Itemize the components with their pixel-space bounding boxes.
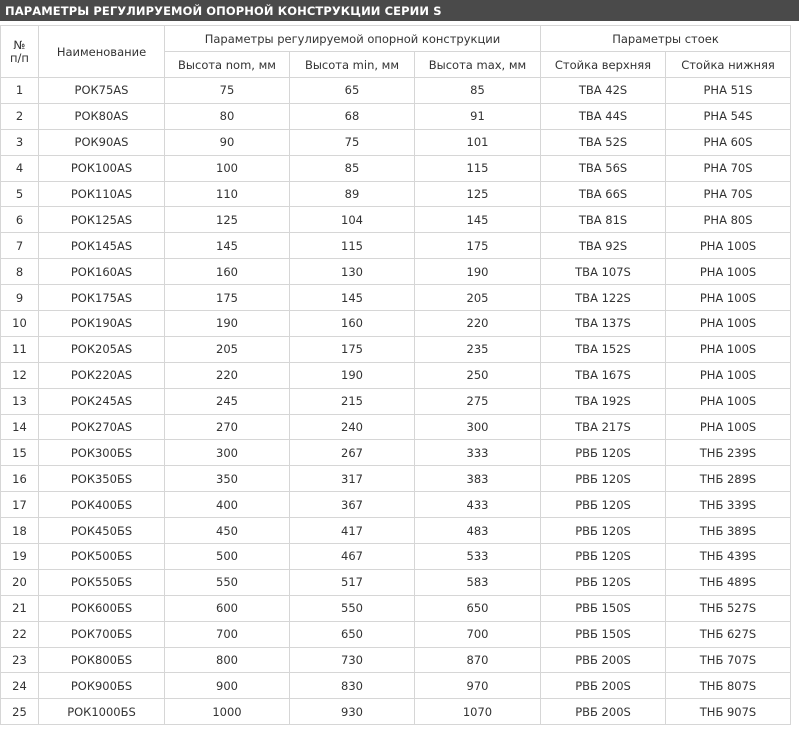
cell-post-bottom: ТНБ 627S — [666, 621, 791, 647]
cell-number: 13 — [1, 388, 39, 414]
cell-height-min: 517 — [290, 569, 415, 595]
cell-name: РОК700БS — [39, 621, 165, 647]
cell-post-top: РВБ 120S — [541, 492, 666, 518]
table-row — [1, 336, 791, 362]
table-row — [1, 466, 791, 492]
cell-height-max: 383 — [415, 466, 541, 492]
cell-height-nom: 145 — [165, 233, 290, 259]
cell-height-min: 145 — [290, 285, 415, 311]
cell-height-max: 85 — [415, 78, 541, 104]
table-row — [1, 492, 791, 518]
cell-height-min: 130 — [290, 259, 415, 285]
cell-post-top: ТВА 107S — [541, 259, 666, 285]
cell-height-max: 970 — [415, 673, 541, 699]
cell-post-top: ТВА 66S — [541, 181, 666, 207]
cell-name: РОК100AS — [39, 155, 165, 181]
cell-height-max: 433 — [415, 492, 541, 518]
cell-post-top: РВБ 200S — [541, 699, 666, 725]
header-height-min: Высота min, мм — [290, 52, 415, 78]
table-row — [1, 285, 791, 311]
cell-height-min: 175 — [290, 336, 415, 362]
cell-name: РОК350БS — [39, 466, 165, 492]
cell-name: РОК220AS — [39, 362, 165, 388]
header-number — [1, 26, 39, 78]
cell-post-top: ТВА 167S — [541, 362, 666, 388]
table-row — [1, 129, 791, 155]
table-row — [1, 569, 791, 595]
cell-number: 11 — [1, 336, 39, 362]
table-row — [1, 699, 791, 725]
cell-post-top: ТВА 92S — [541, 233, 666, 259]
table-row — [1, 233, 791, 259]
cell-post-bottom: РНА 70S — [666, 181, 791, 207]
cell-height-nom: 175 — [165, 285, 290, 311]
cell-name: РОК160AS — [39, 259, 165, 285]
header-number-line1: № — [13, 37, 26, 52]
cell-height-max: 145 — [415, 207, 541, 233]
cell-post-bottom: РНА 100S — [666, 311, 791, 337]
header-group-construction: Параметры регулируемой опорной конструкции — [165, 26, 541, 52]
cell-name: РОК175AS — [39, 285, 165, 311]
cell-post-bottom: РНА 60S — [666, 129, 791, 155]
cell-height-nom: 900 — [165, 673, 290, 699]
header-group-posts: Параметры стоек — [541, 26, 791, 52]
cell-height-max: 275 — [415, 388, 541, 414]
cell-post-bottom: РНА 100S — [666, 233, 791, 259]
cell-height-max: 205 — [415, 285, 541, 311]
cell-post-top: ТВА 217S — [541, 414, 666, 440]
cell-height-nom: 270 — [165, 414, 290, 440]
table-row — [1, 414, 791, 440]
cell-number: 12 — [1, 362, 39, 388]
cell-post-top: ТВА 152S — [541, 336, 666, 362]
cell-post-bottom: РНА 100S — [666, 336, 791, 362]
cell-height-min: 115 — [290, 233, 415, 259]
cell-post-bottom: ТНБ 527S — [666, 595, 791, 621]
cell-height-nom: 350 — [165, 466, 290, 492]
cell-height-min: 367 — [290, 492, 415, 518]
cell-number: 25 — [1, 699, 39, 725]
header-row-groups — [1, 26, 791, 52]
cell-number: 8 — [1, 259, 39, 285]
cell-height-max: 583 — [415, 569, 541, 595]
cell-post-bottom: ТНБ 907S — [666, 699, 791, 725]
cell-height-nom: 90 — [165, 129, 290, 155]
cell-height-nom: 450 — [165, 518, 290, 544]
cell-post-bottom: РНА 51S — [666, 78, 791, 104]
cell-post-top: РВБ 120S — [541, 440, 666, 466]
cell-height-max: 250 — [415, 362, 541, 388]
cell-post-bottom: ТНБ 289S — [666, 466, 791, 492]
cell-height-min: 85 — [290, 155, 415, 181]
cell-height-min: 65 — [290, 78, 415, 104]
cell-name: РОК550БS — [39, 569, 165, 595]
cell-height-max: 91 — [415, 103, 541, 129]
cell-number: 6 — [1, 207, 39, 233]
header-height-max: Высота max, мм — [415, 52, 541, 78]
cell-post-top: РВБ 120S — [541, 466, 666, 492]
cell-number: 18 — [1, 518, 39, 544]
table-row — [1, 595, 791, 621]
cell-height-min: 417 — [290, 518, 415, 544]
cell-height-max: 870 — [415, 647, 541, 673]
table-row — [1, 673, 791, 699]
cell-height-nom: 110 — [165, 181, 290, 207]
table-row — [1, 544, 791, 570]
cell-post-bottom: РНА 54S — [666, 103, 791, 129]
cell-height-min: 467 — [290, 544, 415, 570]
cell-height-min: 550 — [290, 595, 415, 621]
cell-post-top: РВБ 120S — [541, 569, 666, 595]
cell-height-nom: 100 — [165, 155, 290, 181]
cell-post-top: ТВА 81S — [541, 207, 666, 233]
table-body — [1, 78, 791, 725]
cell-height-nom: 245 — [165, 388, 290, 414]
table-row — [1, 181, 791, 207]
cell-height-max: 115 — [415, 155, 541, 181]
table-row — [1, 207, 791, 233]
parameters-table — [0, 25, 791, 725]
cell-post-bottom: ТНБ 807S — [666, 673, 791, 699]
cell-number: 2 — [1, 103, 39, 129]
cell-post-top: РВБ 200S — [541, 673, 666, 699]
cell-height-nom: 80 — [165, 103, 290, 129]
cell-post-bottom: РНА 100S — [666, 259, 791, 285]
cell-name: РОК145AS — [39, 233, 165, 259]
cell-name: РОК90AS — [39, 129, 165, 155]
header-post-top: Стойка верхняя — [541, 52, 666, 78]
cell-post-top: РВБ 120S — [541, 544, 666, 570]
cell-post-bottom: ТНБ 339S — [666, 492, 791, 518]
cell-number: 3 — [1, 129, 39, 155]
cell-number: 17 — [1, 492, 39, 518]
cell-number: 23 — [1, 647, 39, 673]
table-row — [1, 647, 791, 673]
cell-height-min: 190 — [290, 362, 415, 388]
cell-height-min: 75 — [290, 129, 415, 155]
cell-height-nom: 300 — [165, 440, 290, 466]
cell-number: 10 — [1, 311, 39, 337]
cell-post-top: ТВА 122S — [541, 285, 666, 311]
cell-name: РОК450БS — [39, 518, 165, 544]
cell-height-min: 830 — [290, 673, 415, 699]
cell-name: РОК300БS — [39, 440, 165, 466]
cell-height-max: 483 — [415, 518, 541, 544]
cell-height-min: 650 — [290, 621, 415, 647]
cell-post-top: ТВА 192S — [541, 388, 666, 414]
cell-post-bottom: РНА 100S — [666, 414, 791, 440]
cell-height-nom: 550 — [165, 569, 290, 595]
cell-height-nom: 125 — [165, 207, 290, 233]
header-number-line2: п/п — [10, 50, 29, 65]
header-name: Наименование — [39, 26, 165, 78]
cell-name: РОК245AS — [39, 388, 165, 414]
cell-post-top: РВБ 150S — [541, 595, 666, 621]
cell-post-bottom: ТНБ 489S — [666, 569, 791, 595]
page-title: ПАРАМЕТРЫ РЕГУЛИРУЕМОЙ ОПОРНОЙ КОНСТРУКЦИИ СЕРИИ S — [0, 0, 799, 21]
cell-name: РОК270AS — [39, 414, 165, 440]
cell-name: РОК110AS — [39, 181, 165, 207]
cell-height-nom: 190 — [165, 311, 290, 337]
cell-height-nom: 75 — [165, 78, 290, 104]
cell-name: РОК190AS — [39, 311, 165, 337]
table-header — [1, 26, 791, 78]
cell-height-nom: 600 — [165, 595, 290, 621]
cell-post-top: ТВА 44S — [541, 103, 666, 129]
cell-height-min: 68 — [290, 103, 415, 129]
cell-name: РОК900БS — [39, 673, 165, 699]
cell-number: 14 — [1, 414, 39, 440]
cell-name: РОК800БS — [39, 647, 165, 673]
cell-name: РОК1000БS — [39, 699, 165, 725]
cell-height-max: 700 — [415, 621, 541, 647]
cell-name: РОК205AS — [39, 336, 165, 362]
cell-height-min: 89 — [290, 181, 415, 207]
table-row — [1, 103, 791, 129]
table-row — [1, 155, 791, 181]
cell-number: 4 — [1, 155, 39, 181]
cell-height-min: 104 — [290, 207, 415, 233]
cell-post-top: РВБ 200S — [541, 647, 666, 673]
table-row — [1, 259, 791, 285]
cell-height-max: 190 — [415, 259, 541, 285]
cell-height-nom: 205 — [165, 336, 290, 362]
cell-height-max: 1070 — [415, 699, 541, 725]
cell-height-nom: 500 — [165, 544, 290, 570]
cell-post-top: ТВА 137S — [541, 311, 666, 337]
table-row — [1, 311, 791, 337]
table-row — [1, 362, 791, 388]
cell-post-top: ТВА 52S — [541, 129, 666, 155]
cell-height-min: 215 — [290, 388, 415, 414]
cell-height-nom: 220 — [165, 362, 290, 388]
cell-number: 16 — [1, 466, 39, 492]
cell-height-nom: 1000 — [165, 699, 290, 725]
cell-height-nom: 800 — [165, 647, 290, 673]
cell-height-min: 730 — [290, 647, 415, 673]
cell-post-bottom: РНА 100S — [666, 285, 791, 311]
cell-number: 24 — [1, 673, 39, 699]
cell-height-min: 240 — [290, 414, 415, 440]
cell-post-bottom: ТНБ 239S — [666, 440, 791, 466]
cell-number: 22 — [1, 621, 39, 647]
cell-number: 15 — [1, 440, 39, 466]
cell-height-max: 235 — [415, 336, 541, 362]
cell-number: 21 — [1, 595, 39, 621]
cell-name: РОК600БS — [39, 595, 165, 621]
table-row — [1, 440, 791, 466]
cell-height-max: 125 — [415, 181, 541, 207]
cell-number: 7 — [1, 233, 39, 259]
cell-height-nom: 400 — [165, 492, 290, 518]
table-row — [1, 388, 791, 414]
cell-height-max: 533 — [415, 544, 541, 570]
cell-post-bottom: ТНБ 389S — [666, 518, 791, 544]
cell-height-max: 175 — [415, 233, 541, 259]
cell-post-bottom: ТНБ 707S — [666, 647, 791, 673]
cell-post-bottom: РНА 70S — [666, 155, 791, 181]
cell-number: 1 — [1, 78, 39, 104]
cell-height-min: 267 — [290, 440, 415, 466]
cell-height-nom: 700 — [165, 621, 290, 647]
cell-post-bottom: РНА 100S — [666, 362, 791, 388]
cell-name: РОК400БS — [39, 492, 165, 518]
table-row — [1, 518, 791, 544]
header-height-nom: Высота nom, мм — [165, 52, 290, 78]
cell-post-bottom: ТНБ 439S — [666, 544, 791, 570]
cell-height-min: 160 — [290, 311, 415, 337]
cell-post-top: РВБ 120S — [541, 518, 666, 544]
cell-post-top: РВБ 150S — [541, 621, 666, 647]
table-row — [1, 78, 791, 104]
cell-post-bottom: РНА 100S — [666, 388, 791, 414]
cell-height-nom: 160 — [165, 259, 290, 285]
cell-name: РОК500БS — [39, 544, 165, 570]
cell-name: РОК125AS — [39, 207, 165, 233]
cell-post-top: ТВА 56S — [541, 155, 666, 181]
cell-height-min: 930 — [290, 699, 415, 725]
cell-name: РОК80AS — [39, 103, 165, 129]
cell-height-max: 101 — [415, 129, 541, 155]
cell-number: 19 — [1, 544, 39, 570]
cell-post-bottom: РНА 80S — [666, 207, 791, 233]
cell-height-max: 220 — [415, 311, 541, 337]
cell-height-min: 317 — [290, 466, 415, 492]
cell-height-max: 300 — [415, 414, 541, 440]
cell-number: 20 — [1, 569, 39, 595]
cell-number: 5 — [1, 181, 39, 207]
header-post-bottom: Стойка нижняя — [666, 52, 791, 78]
table-row — [1, 621, 791, 647]
cell-height-max: 333 — [415, 440, 541, 466]
cell-post-top: ТВА 42S — [541, 78, 666, 104]
cell-number: 9 — [1, 285, 39, 311]
cell-height-max: 650 — [415, 595, 541, 621]
cell-name: РОК75AS — [39, 78, 165, 104]
